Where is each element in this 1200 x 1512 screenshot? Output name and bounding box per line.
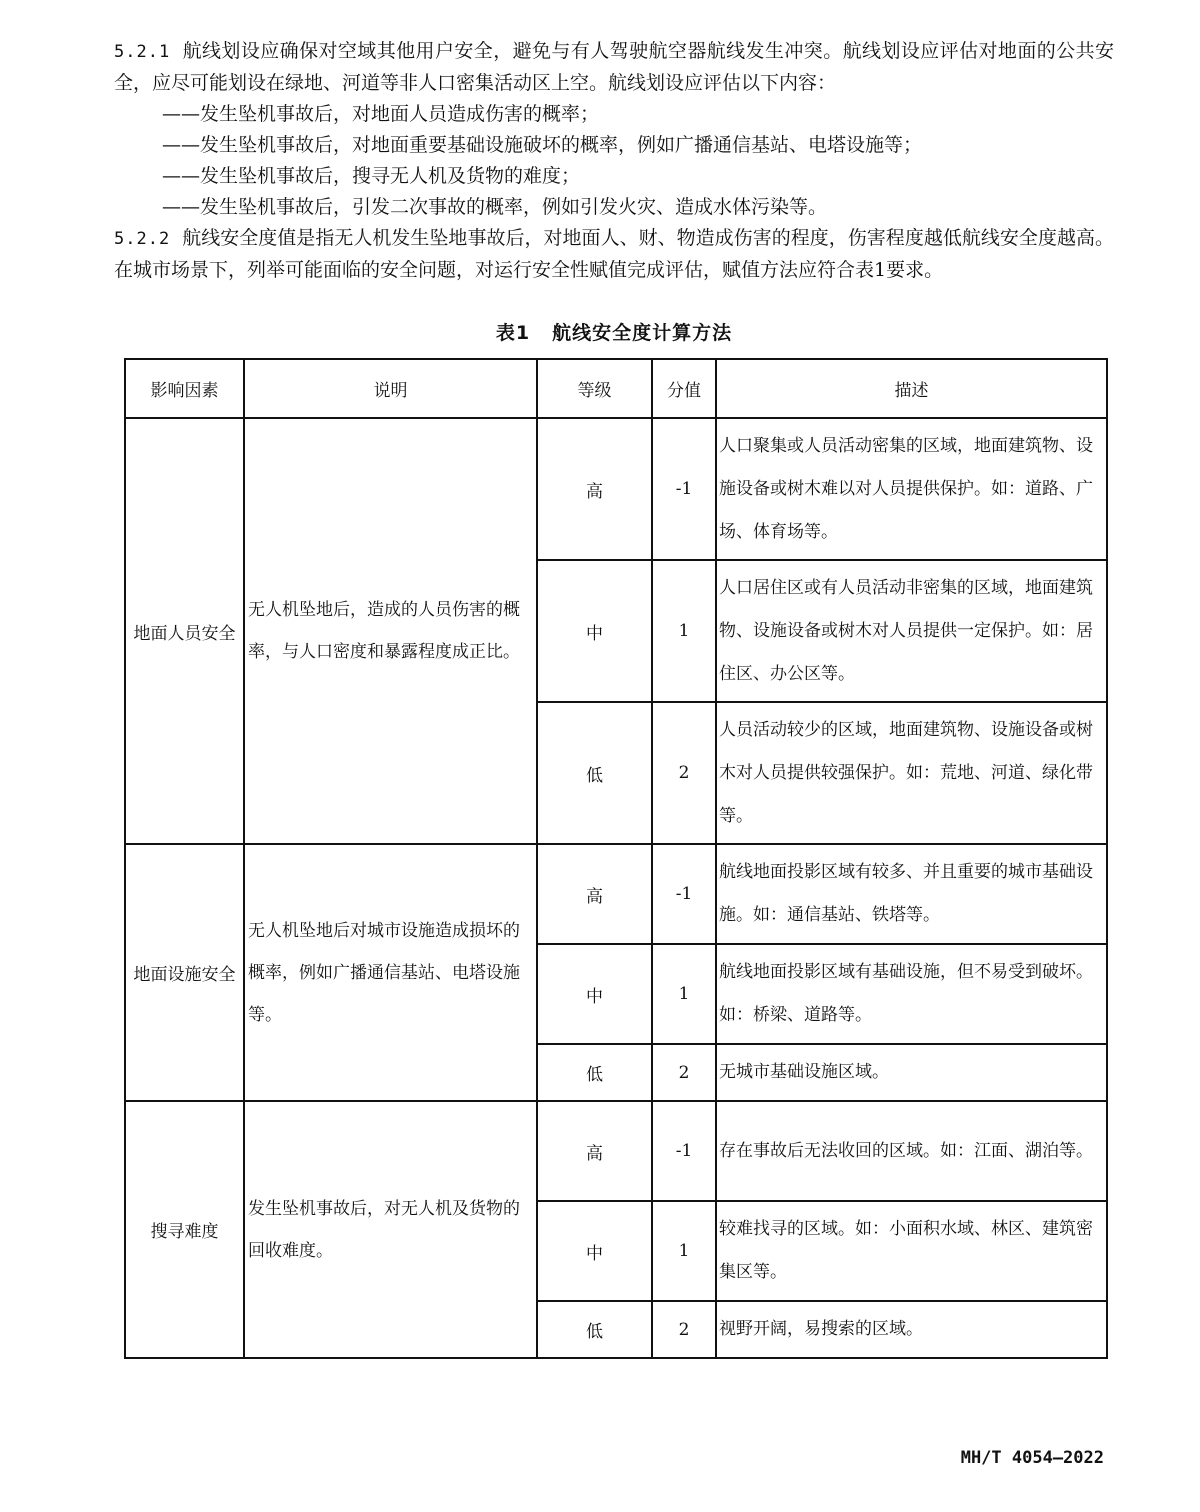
header-description: 描述	[716, 359, 1107, 418]
level-cell: 高	[537, 844, 652, 944]
score-cell: -1	[652, 844, 716, 944]
list-item: ——发生坠机事故后，对地面重要基础设施破坏的概率，例如广播通信基站、电塔设施等；	[162, 134, 923, 156]
table-title	[114, 318, 1114, 345]
level-cell: 低	[537, 1044, 652, 1101]
description-cell: 航线地面投影区域有较多、并且重要的城市基础设施。如：通信基站、铁塔等。	[716, 844, 1107, 944]
factor-cell: 地面设施安全	[125, 844, 244, 1101]
score-cell: 2	[652, 1044, 716, 1101]
description-cell: 人口居住区或有人员活动非密集的区域，地面建筑物、设施设备或树木对人员提供一定保护。如：居住区、办公区等。	[716, 560, 1107, 702]
description-cell: 较难找寻的区域。如：小面积水域、林区、建筑密集区等。	[716, 1201, 1107, 1301]
description-cell: 存在事故后无法收回的区域。如：江面、湖泊等。	[716, 1101, 1107, 1201]
table-caption: 航线安全度计算方法	[552, 322, 733, 344]
document-body	[114, 36, 1114, 1342]
standard-number-footer: MH/T 4054—2022	[960, 1448, 1104, 1468]
clause-text: 航线划设应确保对空域其他用户安全，避免与有人驾驶航空器航线发生冲突。航线划设应评估对地面的公共安全，应尽可能划设在绿地、河道等非人口密集活动区上空。航线划设应评估以下内容：	[114, 40, 1114, 94]
description-cell: 人口聚集或人员活动密集的区域，地面建筑物、设施设备或树木难以对人员提供保护。如：道路、广场、体育场等。	[716, 418, 1107, 560]
list-item: ——发生坠机事故后，对地面人员造成伤害的概率；	[162, 103, 600, 125]
score-cell: 2	[652, 702, 716, 844]
clause-number: 5.2.2	[114, 229, 171, 249]
level-cell: 高	[537, 418, 652, 560]
table-row	[125, 844, 1107, 944]
score-cell: 2	[652, 1301, 716, 1358]
header-explanation: 说明	[244, 359, 537, 418]
score-cell: 1	[652, 560, 716, 702]
level-cell: 中	[537, 560, 652, 702]
list-item: ——发生坠机事故后，引发二次事故的概率，例如引发火灾、造成水体污染等。	[162, 196, 828, 218]
list-item: ——发生坠机事故后，搜寻无人机及货物的难度；	[162, 165, 581, 187]
level-cell: 中	[537, 944, 652, 1044]
level-cell: 低	[537, 702, 652, 844]
score-cell: 1	[652, 944, 716, 1044]
table-header-row	[125, 359, 1107, 418]
score-cell: 1	[652, 1201, 716, 1301]
score-cell: -1	[652, 1101, 716, 1201]
header-factor: 影响因素	[125, 359, 244, 418]
factor-cell: 地面人员安全	[125, 418, 244, 844]
level-cell: 中	[537, 1201, 652, 1301]
factor-cell: 搜寻难度	[125, 1101, 244, 1358]
explanation-cell: 发生坠机事故后，对无人机及货物的回收难度。	[244, 1101, 537, 1358]
score-cell: -1	[652, 418, 716, 560]
clause-5-2-2	[114, 223, 1114, 286]
table-label: 表1	[495, 322, 531, 344]
description-cell: 人员活动较少的区域，地面建筑物、设施设备或树木对人员提供较强保护。如：荒地、河道、绿化带等。	[716, 702, 1107, 844]
description-cell: 无城市基础设施区域。	[716, 1044, 1107, 1101]
safety-table	[124, 358, 1108, 1359]
header-level: 等级	[537, 359, 652, 418]
header-score: 分值	[652, 359, 716, 418]
level-cell: 低	[537, 1301, 652, 1358]
description-cell: 航线地面投影区域有基础设施，但不易受到破坏。如：桥梁、道路等。	[716, 944, 1107, 1044]
clause-number: 5.2.1	[114, 42, 171, 62]
level-cell: 高	[537, 1101, 652, 1201]
explanation-cell: 无人机坠地后，造成的人员伤害的概率，与人口密度和暴露程度成正比。	[244, 418, 537, 844]
clause-5-2-1	[114, 36, 1114, 99]
table-row	[125, 418, 1107, 560]
clause-text: 航线安全度值是指无人机发生坠地事故后，对地面人、财、物造成伤害的程度，伤害程度越低航线安全度越高。在城市场景下，列举可能面临的安全问题，对运行安全性赋值完成评估，赋值方法应符合表1要求。	[114, 227, 1114, 281]
explanation-cell: 无人机坠地后对城市设施造成损坏的概率，例如广播通信基站、电塔设施等。	[244, 844, 537, 1101]
description-cell: 视野开阔，易搜索的区域。	[716, 1301, 1107, 1358]
table-row	[125, 1101, 1107, 1201]
